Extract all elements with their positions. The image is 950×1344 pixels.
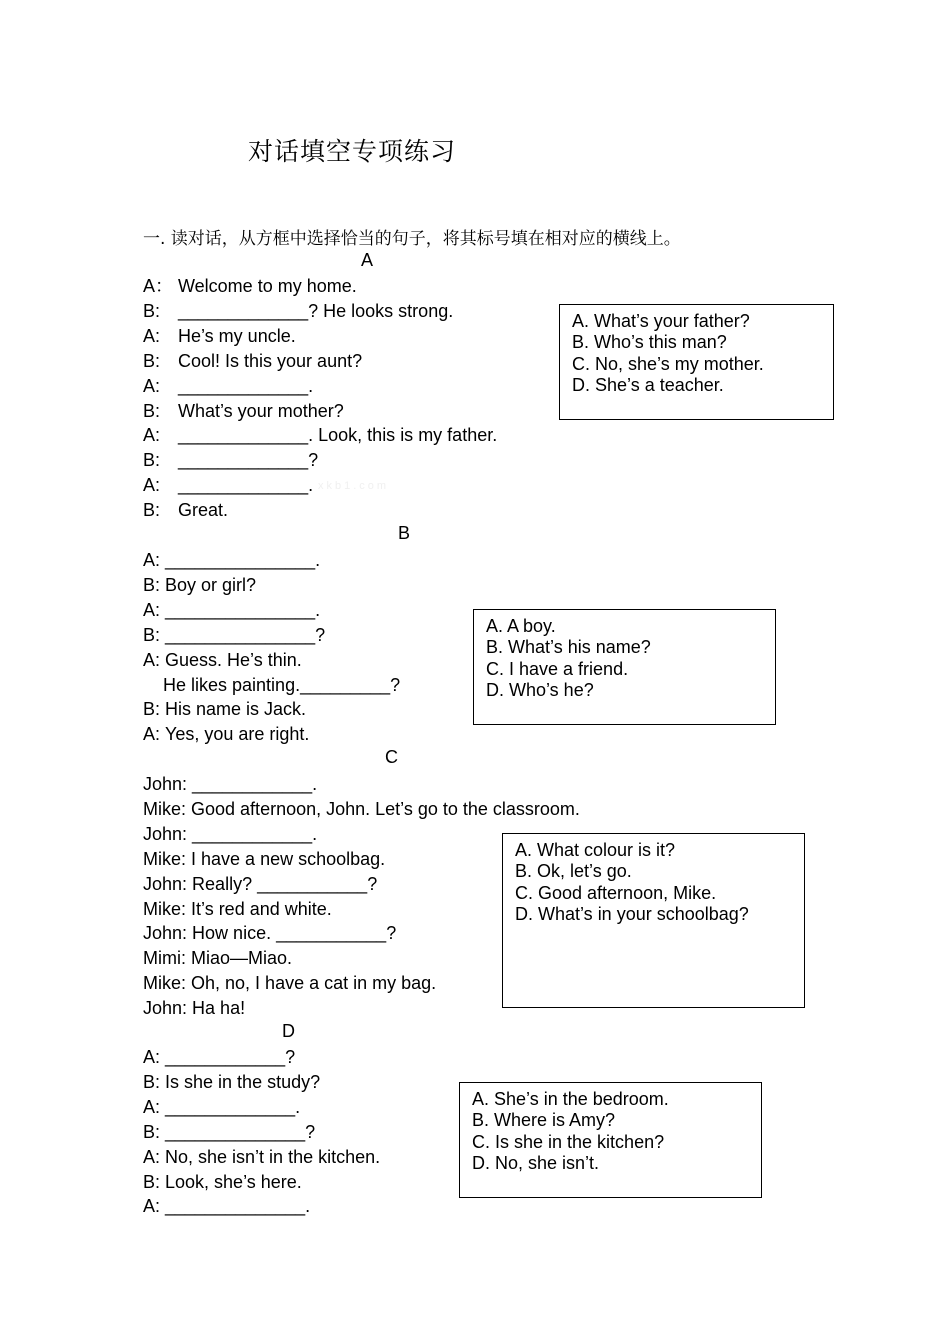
line-text: Guess. He’s thin.	[165, 649, 302, 670]
dialogue-line	[143, 673, 400, 698]
speaker: B:	[143, 400, 161, 421]
option-item: A. A boy.	[486, 616, 556, 636]
options-box	[559, 304, 834, 420]
option-item: A. What’s your father?	[572, 311, 750, 331]
line-text: Ha ha!	[192, 998, 246, 1019]
speaker: A:	[143, 1196, 166, 1217]
speaker: A:	[143, 550, 166, 570]
speaker: B:	[143, 350, 161, 371]
line-text: _____________?	[178, 450, 319, 471]
dialogue-line	[143, 299, 453, 324]
speaker: Mike:	[143, 973, 192, 994]
section-label: B	[398, 523, 411, 543]
speaker: A:	[143, 599, 166, 620]
option-item: B. Where is Amy?	[472, 1110, 616, 1131]
speaker: A:	[143, 1096, 166, 1117]
dialogue-line	[143, 598, 320, 623]
dialogue-line	[143, 498, 228, 523]
speaker: John:	[143, 823, 193, 844]
dialogue-line	[143, 897, 332, 922]
line-text: Yes, you are right.	[165, 724, 310, 745]
line-text: _____________. Look, this is my father.	[178, 425, 498, 446]
dialogue-line	[143, 573, 256, 598]
line-text: What’s your mother?	[178, 400, 344, 421]
dialogue-line	[143, 1120, 315, 1145]
line-text: No, she isn’t in the kitchen.	[165, 1146, 381, 1167]
line-text: Welcome to my home.	[178, 276, 357, 296]
options-box	[502, 833, 805, 1008]
line-text: It’s red and white.	[191, 898, 332, 919]
line-text: Great.	[178, 500, 229, 521]
dialogue-line	[143, 797, 580, 822]
speaker: A:	[143, 475, 161, 496]
dialogue-line	[143, 847, 385, 872]
line-text: He’s my uncle.	[178, 325, 296, 346]
option-item: C. Is she in the kitchen?	[472, 1131, 665, 1152]
dialogue-line	[143, 548, 320, 573]
section-label: C	[385, 747, 398, 767]
watermark: xkb1.com	[318, 480, 390, 492]
line-text: Is she in the study?	[165, 1071, 321, 1092]
speaker: John:	[143, 774, 193, 794]
section-label: D	[282, 1021, 295, 1041]
option-item: C. Good afternoon, Mike.	[515, 882, 717, 903]
options-box	[459, 1082, 762, 1198]
speaker: A:	[143, 1047, 166, 1067]
speaker: B:	[143, 574, 166, 595]
section-label: A	[361, 250, 374, 270]
line-text: Miao—Miao.	[191, 948, 293, 969]
line-text: Cool! Is this your aunt?	[178, 350, 363, 371]
dialogue-line	[143, 697, 306, 722]
dialogue-line	[143, 921, 396, 946]
option-item: D. She’s a teacher.	[572, 374, 724, 395]
dialogue-line	[143, 872, 377, 897]
dialogue-line	[143, 1145, 380, 1170]
dialogue-line	[143, 274, 357, 299]
line-text: Oh, no, I have a cat in my bag.	[191, 973, 437, 994]
speaker: A:	[143, 325, 161, 346]
option-item: D. No, she isn’t.	[472, 1152, 600, 1173]
speaker: A:	[143, 425, 161, 446]
speaker: B:	[143, 624, 166, 645]
speaker: Mike:	[143, 798, 192, 819]
speaker: Mike:	[143, 848, 192, 869]
speaker: A:	[143, 1146, 166, 1167]
dialogue-line	[143, 946, 292, 971]
line-text: His name is Jack.	[165, 699, 307, 720]
line-text: How nice. ___________?	[192, 923, 397, 944]
dialogue-line	[143, 448, 318, 473]
line-text: ____________.	[192, 823, 318, 844]
dialogue-line	[143, 722, 309, 747]
dialogue-line	[143, 423, 497, 448]
option-item: D. What’s in your schoolbag?	[515, 903, 749, 924]
option-item: C. No, she’s my mother.	[572, 353, 764, 374]
line-text: ______________?	[165, 1121, 316, 1142]
speaker: B:	[143, 1121, 166, 1142]
dialogue-line	[143, 1095, 300, 1120]
line-text: He likes painting._________?	[143, 674, 401, 695]
dialogue-line	[143, 473, 313, 498]
option-item: B. Who’s this man?	[572, 332, 727, 353]
line-text: Boy or girl?	[165, 574, 257, 595]
page-title: 对话填空专项练习	[248, 137, 457, 166]
dialogue-line	[143, 822, 317, 847]
option-item: B. Ok, let’s go.	[515, 861, 632, 882]
speaker: B:	[143, 500, 161, 521]
line-text: _______________.	[165, 599, 321, 620]
line-text: ______________.	[165, 1196, 311, 1217]
speaker: A:	[143, 724, 166, 745]
line-text: _____________.	[178, 475, 314, 496]
dialogue-line	[143, 399, 344, 424]
line-text: ____________?	[165, 1047, 296, 1067]
dialogue-line	[143, 349, 362, 374]
line-text: _______________.	[165, 550, 321, 570]
dialogue-line	[143, 971, 436, 996]
line-text: I have a new schoolbag.	[191, 848, 386, 869]
line-text: _____________.	[165, 1096, 301, 1117]
dialogue-line	[143, 1045, 295, 1070]
dialogue-line	[143, 772, 317, 797]
dialogue-line	[143, 623, 325, 648]
line-text: _____________.	[178, 375, 314, 396]
instruction: 一. 读对话，从方框中选择恰当的句子，将其标号填在相对应的横线上。	[143, 229, 681, 249]
speaker: A:	[143, 649, 166, 670]
speaker: A:	[143, 375, 161, 396]
speaker: John:	[143, 873, 193, 894]
line-text: _______________?	[165, 624, 326, 645]
speaker: A：	[143, 276, 174, 296]
line-text: ____________.	[192, 774, 318, 794]
line-text: Good afternoon, John. Let’s go to the classroom.	[191, 798, 580, 819]
speaker: B:	[143, 1171, 166, 1192]
dialogue-line	[143, 996, 245, 1021]
options-box	[473, 609, 776, 725]
speaker: Mike:	[143, 898, 192, 919]
dialogue-line	[143, 1070, 320, 1095]
line-text: Look, she’s here.	[165, 1171, 302, 1192]
option-item: A. What colour is it?	[515, 840, 676, 860]
line-text: _____________? He looks strong.	[178, 300, 454, 321]
speaker: B:	[143, 450, 161, 471]
speaker: Mimi:	[143, 948, 191, 969]
dialogue-line	[143, 324, 296, 349]
dialogue-line	[143, 648, 302, 673]
option-item: D. Who’s he?	[486, 679, 594, 700]
speaker: B:	[143, 1071, 166, 1092]
option-item: B. What’s his name?	[486, 637, 651, 658]
option-item: A. She’s in the bedroom.	[472, 1089, 669, 1109]
dialogue-line	[143, 374, 313, 399]
speaker: John:	[143, 998, 193, 1019]
speaker: B:	[143, 300, 161, 321]
speaker: B:	[143, 699, 166, 720]
dialogue-line	[143, 1194, 310, 1219]
dialogue-line	[143, 1170, 302, 1195]
speaker: John:	[143, 923, 193, 944]
option-item: C. I have a friend.	[486, 658, 629, 679]
line-text: Really? ___________?	[192, 873, 378, 894]
